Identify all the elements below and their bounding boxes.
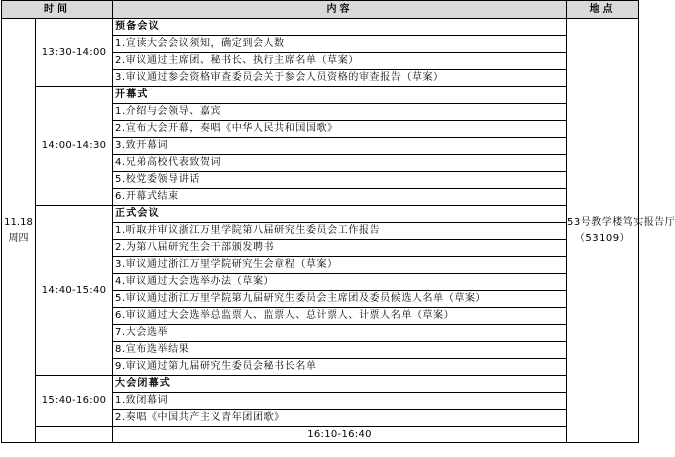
session-time: 15:40-16:00 — [36, 376, 113, 427]
table-row — [2, 206, 639, 223]
agenda-item: 1.致闭幕词 — [113, 393, 567, 410]
table-row — [2, 87, 639, 104]
session-title: 开幕式 — [113, 87, 567, 104]
agenda-item: 4.兄弟高校代表致贺词 — [113, 155, 567, 172]
header-time: 时间 — [2, 1, 113, 19]
date-cell — [2, 19, 36, 443]
session-title: 正式会议 — [113, 206, 567, 223]
agenda-item: 5.审议通过浙江万里学院第九届研究生委员会主席团及委员候选人名单（草案） — [113, 291, 567, 308]
date-day: 11.18 — [4, 216, 33, 228]
location-cell — [567, 19, 675, 443]
agenda-item: 1.听取并审议浙江万里学院第八届研究生委员会工作报告 — [113, 223, 567, 240]
agenda-item: 3.审议通过参会资格审查委员会关于参会人员资格的审查报告（草案） — [113, 70, 567, 87]
agenda-item: 6.审议通过大会选举总监票人、监票人、总计票人、计票人名单（草案） — [113, 308, 567, 325]
date-weekday: 周四 — [8, 232, 29, 244]
location-code: （53109） — [574, 232, 631, 244]
agenda-item: 3.致开幕词 — [113, 138, 567, 155]
agenda-item: 2.宣布大会开幕，奏唱《中华人民共和国国歌》 — [113, 121, 567, 138]
agenda-item: 2.奏唱《中国共产主义青年团团歌》 — [113, 410, 567, 427]
date-cell-empty — [36, 427, 113, 443]
schedule-table — [1, 0, 675, 443]
table-row — [2, 376, 639, 393]
agenda-item: 4.审议通过大会选举办法（草案） — [113, 274, 567, 291]
agenda-item: 6.开幕式结束 — [113, 189, 567, 206]
header-content: 内容 — [113, 1, 567, 19]
agenda-item: 1.宣读大会会议须知，确定到会人数 — [113, 36, 567, 53]
agenda-item: 5.校党委领导讲话 — [113, 172, 567, 189]
final-time: 16:10-16:40 — [113, 427, 567, 443]
agenda-item: 8.宣布选举结果 — [113, 342, 567, 359]
agenda-item: 3.审议通过浙江万里学院研究生会章程（草案） — [113, 257, 567, 274]
agenda-item: 2.审议通过主席团、秘书长、执行主席名单（草案） — [113, 53, 567, 70]
agenda-item: 9.审议通过第九届研究生委员会秘书长名单 — [113, 359, 567, 376]
location-room: 53号教学楼笃实报告厅 — [567, 216, 675, 228]
session-time: 14:00-14:30 — [36, 87, 113, 206]
table-row — [2, 427, 639, 443]
session-title: 预备会议 — [113, 19, 567, 36]
session-time: 14:40-15:40 — [36, 206, 113, 376]
table-row — [2, 19, 639, 36]
agenda-item: 1.介绍与会领导、嘉宾 — [113, 104, 567, 121]
header-row — [2, 1, 639, 19]
session-title: 大会闭幕式 — [113, 376, 567, 393]
agenda-item: 7.大会选举 — [113, 325, 567, 342]
session-time: 13:30-14:00 — [36, 19, 113, 87]
header-location: 地点 — [567, 1, 639, 19]
agenda-item: 2.为第八届研究生会干部颁发聘书 — [113, 240, 567, 257]
